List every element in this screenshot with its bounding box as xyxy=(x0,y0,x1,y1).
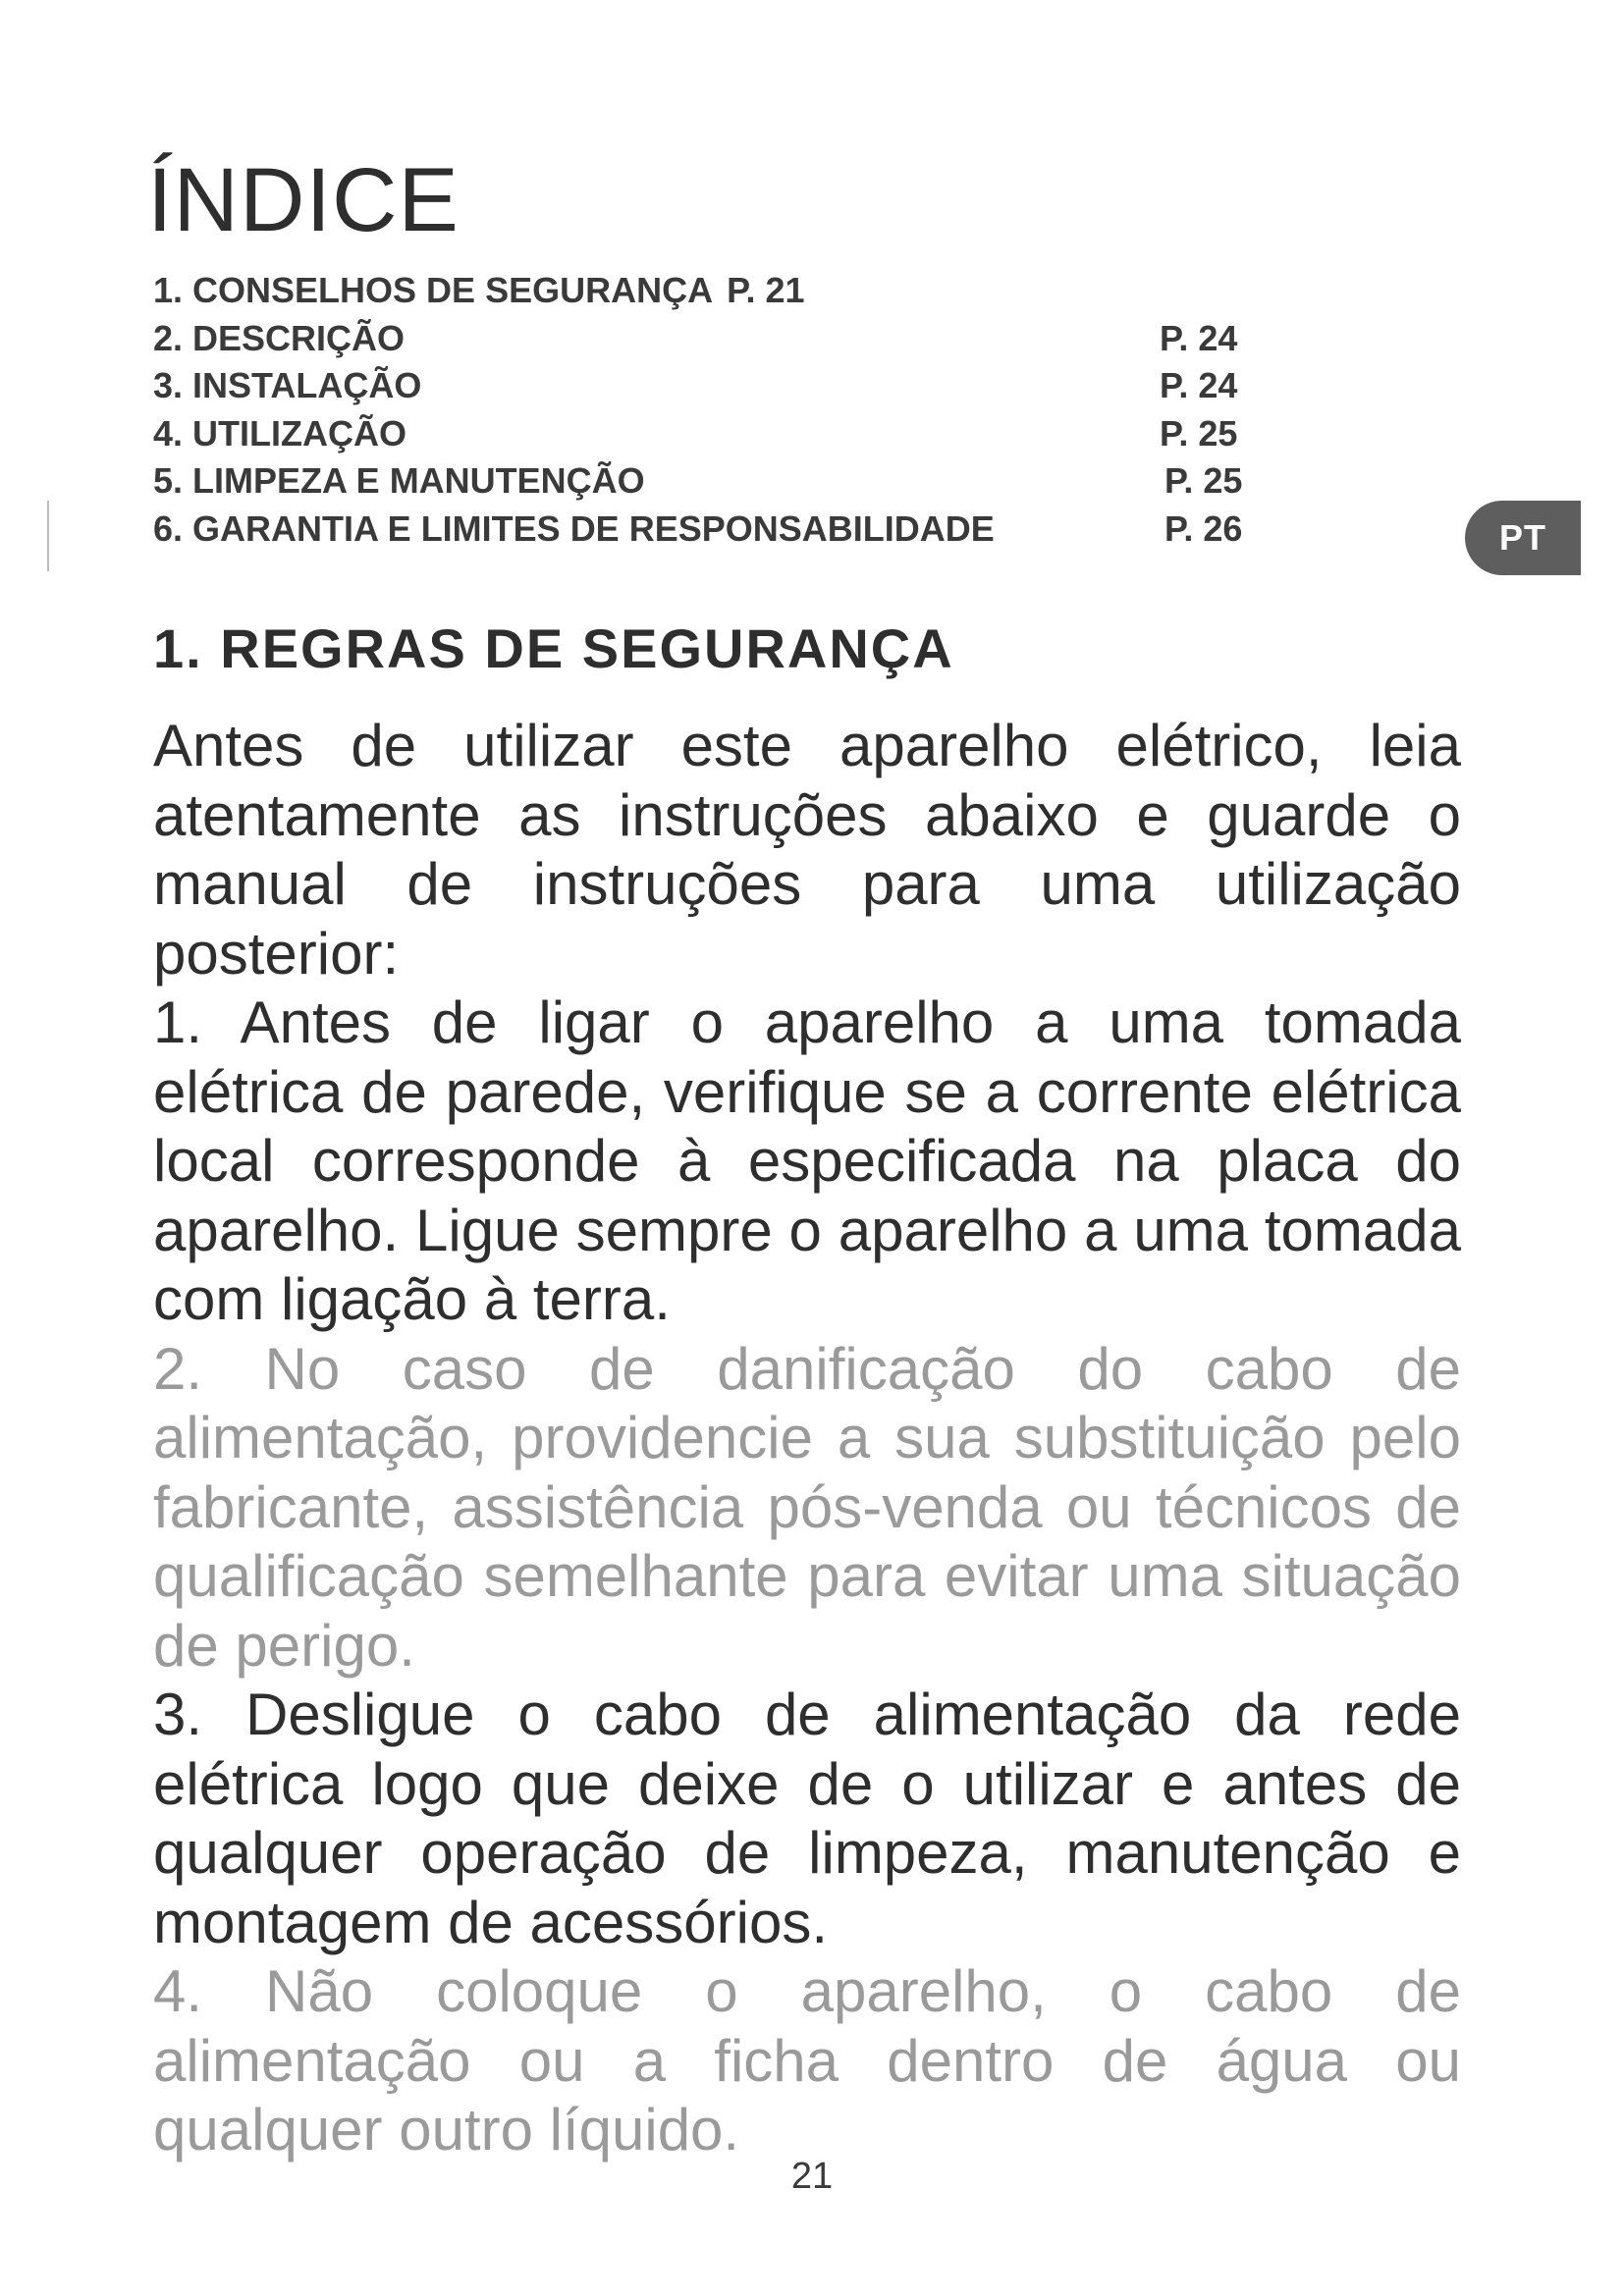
toc-entry[interactable] xyxy=(153,506,1253,554)
toc-entry-page: P. 21 xyxy=(727,270,805,310)
rule-item: 2. No caso de danificação do cabo de alimentação, providencie a sua substituição pelo fabricante, assistência pós-venda ou técnicos de qualificação semelhante para evitar uma situação de perigo. xyxy=(153,1335,1461,1679)
toc-entry[interactable] xyxy=(153,410,1253,458)
rule-item: 4. Não coloque o aparelho, o cabo de alimentação ou a ficha dentro de água ou qualquer outro líquido. xyxy=(153,1958,1461,2163)
toc-entry-label: 2. DESCRIÇÃO xyxy=(153,317,406,358)
toc-entry-label: 4. UTILIZAÇÃO xyxy=(153,412,406,454)
toc-entry-label: 5. LIMPEZA E MANUTENÇÃO xyxy=(153,460,645,501)
toc-entry-page: P. 25 xyxy=(1164,460,1243,501)
margin-marker xyxy=(47,501,49,571)
toc-entry[interactable] xyxy=(153,315,1253,363)
toc-entry-label: 1. CONSELHOS DE SEGURANÇA xyxy=(153,270,714,310)
rule-item: 3. Desligue o cabo de alimentação da rede elétrica logo que deixe de o utilizar e antes de qualquer operação de limpeza, manutenção e montagem de acessórios. xyxy=(153,1682,1461,1955)
toc-entry-page: P. 24 xyxy=(1160,365,1238,405)
toc-entry[interactable] xyxy=(153,362,1253,410)
toc-entry-page: P. 25 xyxy=(1160,412,1238,454)
toc-entry-page: P. 26 xyxy=(1164,507,1243,549)
table-of-contents xyxy=(153,267,1253,553)
toc-entry-label: 6. GARANTIA E LIMITES DE RESPONSABILIDADE xyxy=(153,507,995,549)
toc-entry[interactable] xyxy=(153,267,1253,315)
safety-rules-body xyxy=(153,712,1461,2165)
toc-entry-label: 3. INSTALAÇÃO xyxy=(153,365,422,405)
language-tab: PT xyxy=(1465,501,1581,575)
intro-paragraph: Antes de utilizar este aparelho elétrico, leia atentamente as instruções abaixo e guarde o manual de instruções para uma utilização posterior: xyxy=(153,713,1461,987)
toc-entry-page: P. 24 xyxy=(1160,317,1238,358)
page-title: ÍNDICE xyxy=(147,150,460,250)
section-heading: 1. REGRAS DE SEGURANÇA xyxy=(153,617,954,679)
rule-item: 1. Antes de ligar o aparelho a uma tomada elétrica de parede, verifique se a corrente elétrica local corresponde à especificada na placa do aparelho. Ligue sempre o aparelho a uma tomada com ligação à terra. xyxy=(153,989,1461,1332)
toc-entry[interactable] xyxy=(153,457,1253,506)
page-number: 21 xyxy=(790,2156,834,2197)
